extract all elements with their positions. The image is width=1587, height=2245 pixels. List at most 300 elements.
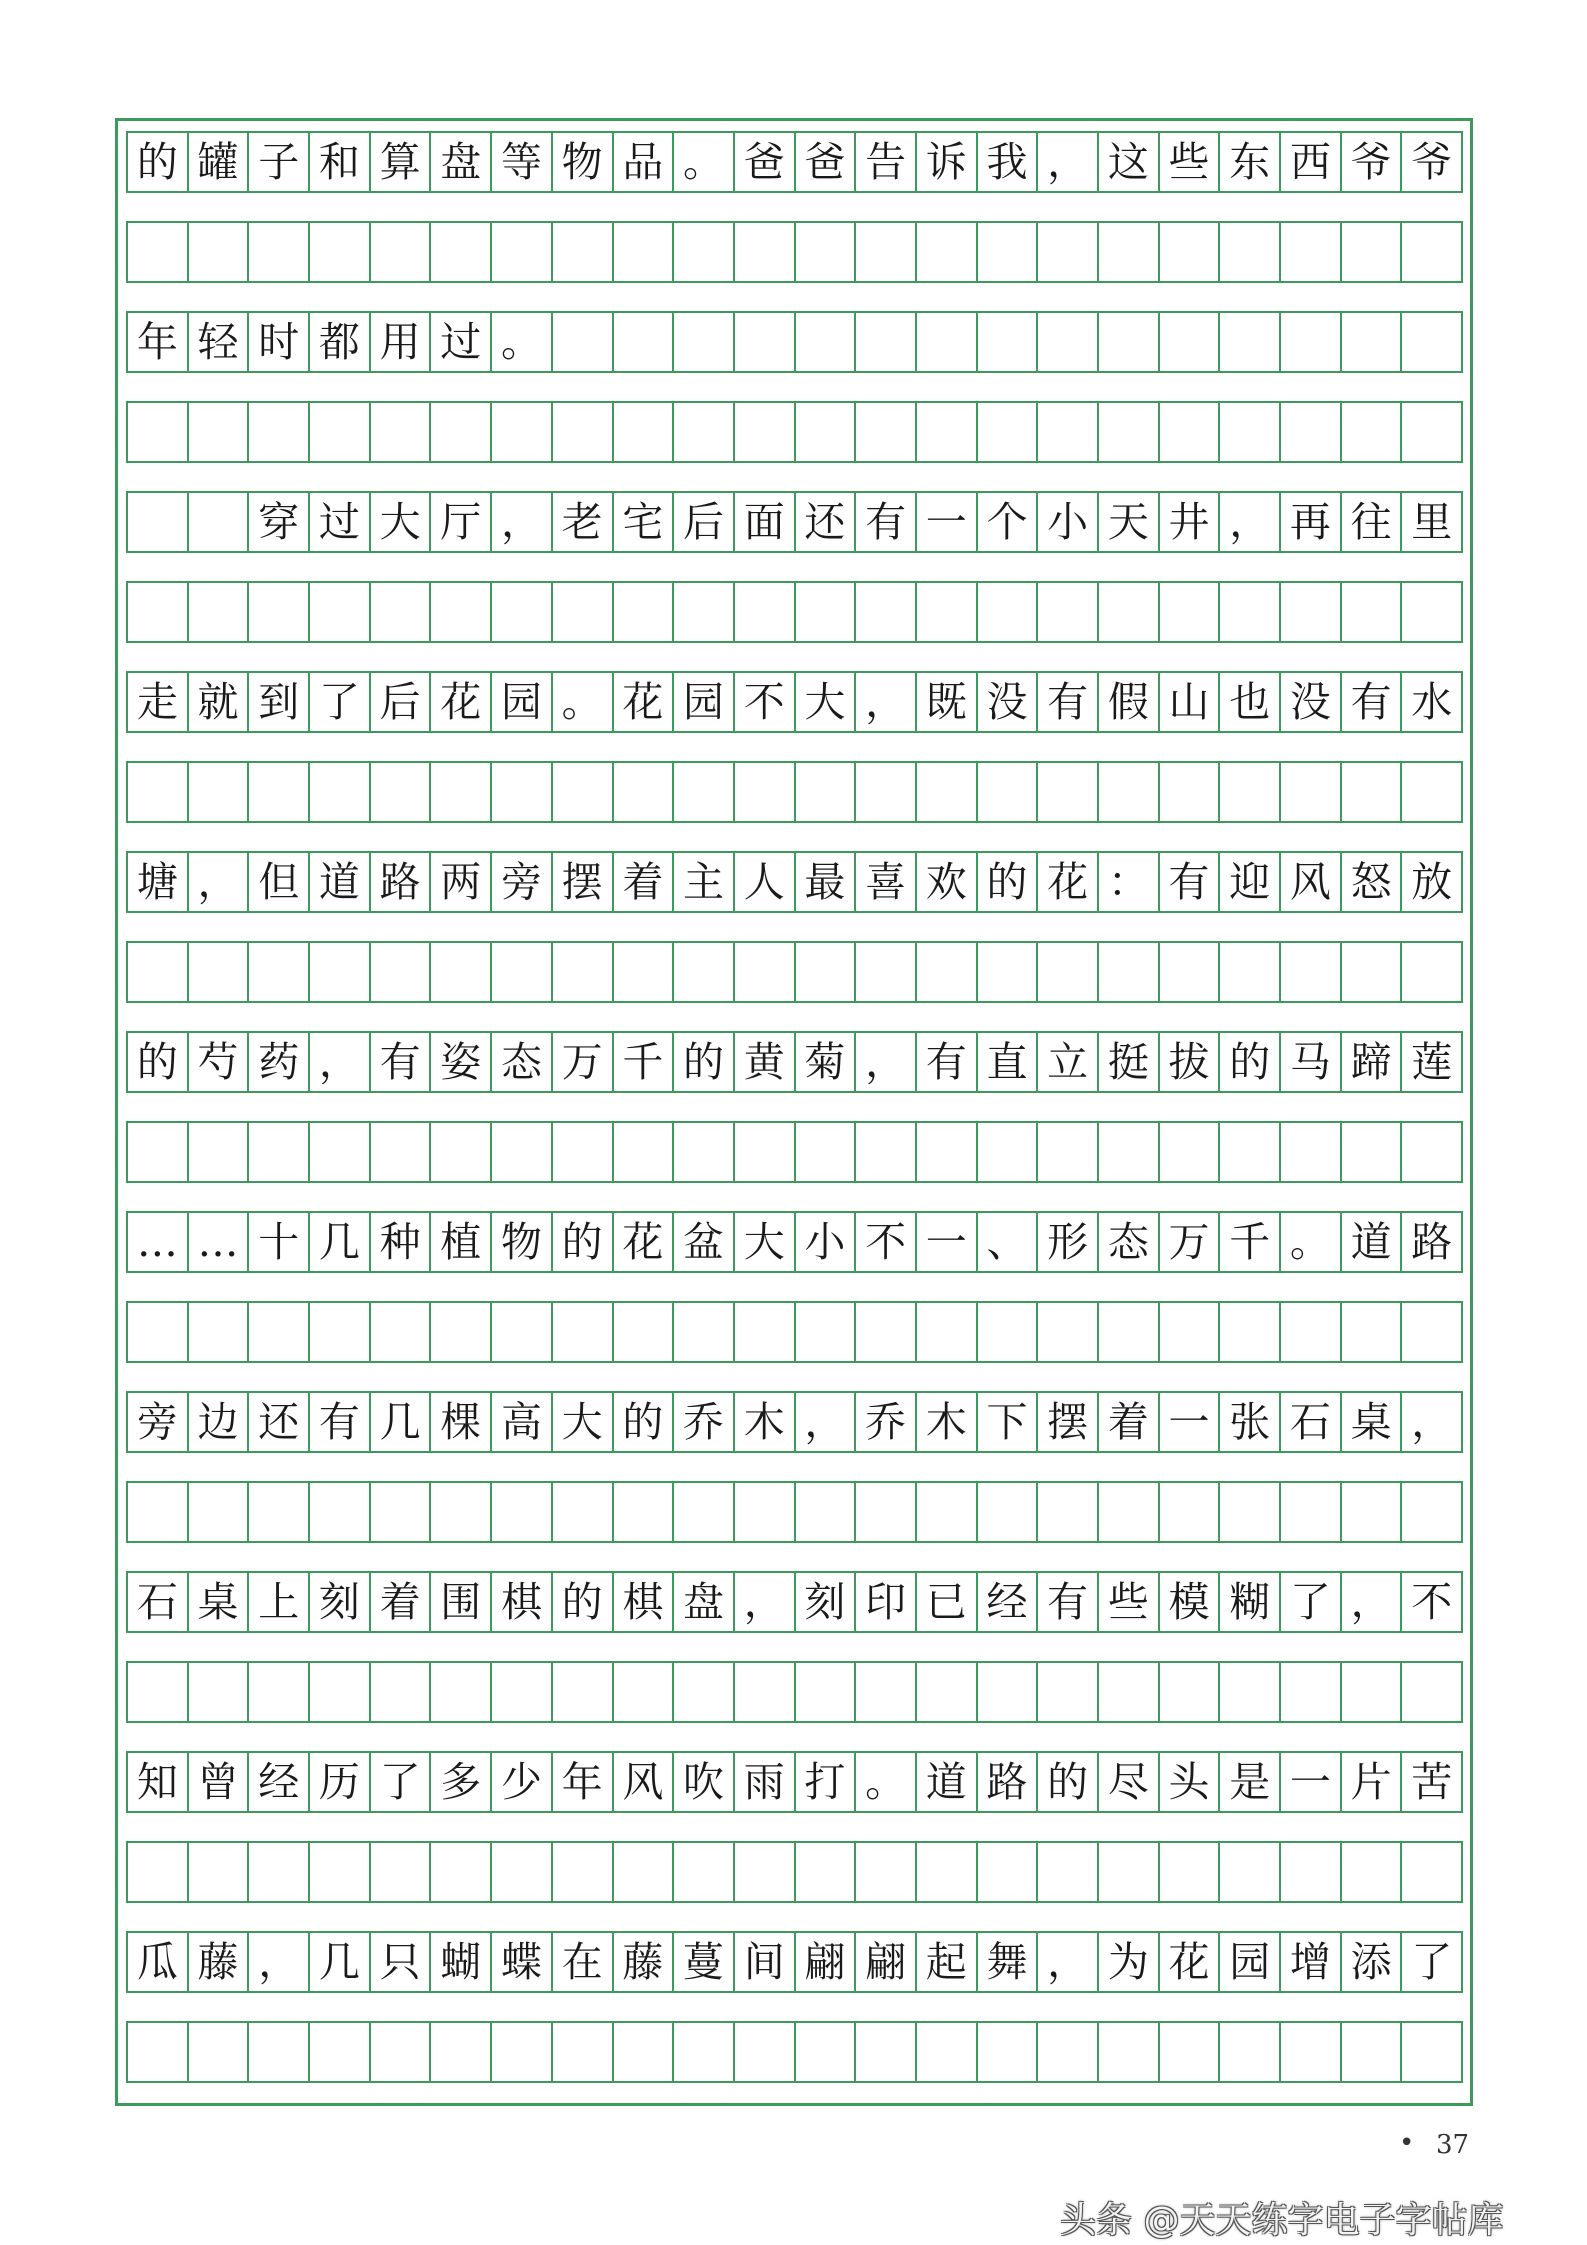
grid-cell bbox=[1342, 313, 1403, 371]
grid-cell bbox=[1220, 1843, 1281, 1901]
grid-cell: 都 bbox=[310, 313, 371, 371]
grid-cell bbox=[553, 583, 614, 641]
grid-cell: ， bbox=[1038, 133, 1099, 191]
grid-cell bbox=[1038, 1843, 1099, 1901]
grid-cell bbox=[674, 943, 735, 1001]
grid-cell bbox=[249, 223, 310, 281]
grid-cell: 为 bbox=[1099, 1933, 1160, 1991]
grid-cell bbox=[310, 1843, 371, 1901]
grid-cell: ， bbox=[735, 1573, 796, 1631]
grid-cell: 花 bbox=[1038, 853, 1099, 911]
text-row bbox=[126, 671, 1463, 733]
grid-cell bbox=[674, 1123, 735, 1181]
grid-cell: 多 bbox=[431, 1753, 492, 1811]
grid-cell: ， bbox=[492, 493, 553, 551]
grid-cell: 些 bbox=[1160, 133, 1221, 191]
grid-cell bbox=[371, 2023, 432, 2081]
grid-cell bbox=[978, 223, 1039, 281]
grid-cell bbox=[1281, 1843, 1342, 1901]
grid-cell bbox=[249, 1483, 310, 1541]
grid-cell bbox=[1220, 1303, 1281, 1361]
grid-cell bbox=[492, 583, 553, 641]
grid-cell: 增 bbox=[1281, 1933, 1342, 1991]
grid-cell bbox=[978, 763, 1039, 821]
grid-cell bbox=[492, 2023, 553, 2081]
page-number-dot: • bbox=[1399, 2128, 1415, 2158]
grid-cell bbox=[1099, 583, 1160, 641]
grid-cell: 植 bbox=[431, 1213, 492, 1271]
grid-cell: 走 bbox=[128, 673, 189, 731]
grid-cell bbox=[614, 583, 675, 641]
text-row bbox=[126, 1931, 1463, 1993]
grid-cell bbox=[1220, 223, 1281, 281]
text-row bbox=[126, 491, 1463, 553]
grid-cell bbox=[1038, 943, 1099, 1001]
grid-cell bbox=[128, 403, 189, 461]
grid-cell: 了 bbox=[371, 1753, 432, 1811]
grid-cell: 、 bbox=[978, 1213, 1039, 1271]
grid-cell bbox=[1402, 2023, 1461, 2081]
grid-cell bbox=[1099, 313, 1160, 371]
text-row bbox=[126, 851, 1463, 913]
grid-cell: 蝶 bbox=[492, 1933, 553, 1991]
grid-cell: 园 bbox=[492, 673, 553, 731]
grid-cell bbox=[1220, 1663, 1281, 1721]
grid-cell: 棋 bbox=[614, 1573, 675, 1631]
grid-cell bbox=[371, 403, 432, 461]
grid-cell: 欢 bbox=[917, 853, 978, 911]
grid-cell bbox=[371, 763, 432, 821]
grid-cell: 有 bbox=[1038, 673, 1099, 731]
grid-cell: 井 bbox=[1160, 493, 1221, 551]
grid-cell: 。 bbox=[674, 133, 735, 191]
grid-cell bbox=[1342, 1123, 1403, 1181]
grid-cell: 少 bbox=[492, 1753, 553, 1811]
grid-cell bbox=[1342, 1483, 1403, 1541]
grid-cell bbox=[1099, 2023, 1160, 2081]
grid-cell: 立 bbox=[1038, 1033, 1099, 1091]
grid-cell: 算 bbox=[371, 133, 432, 191]
grid-cell bbox=[492, 1303, 553, 1361]
grid-cell: 过 bbox=[310, 493, 371, 551]
grid-cell: 道 bbox=[1342, 1213, 1403, 1271]
grid-cell: 放 bbox=[1411, 857, 1453, 906]
grid-cell bbox=[796, 1663, 857, 1721]
grid-cell: 石 bbox=[1281, 1393, 1342, 1451]
grid-cell: 小 bbox=[796, 1213, 857, 1271]
grid-cell: 些 bbox=[1099, 1573, 1160, 1631]
grid-cell bbox=[189, 583, 250, 641]
grid-cell: 的 bbox=[128, 1033, 189, 1091]
grid-cell: 藤 bbox=[614, 1933, 675, 1991]
grid-cell bbox=[856, 1483, 917, 1541]
grid-cell: 在 bbox=[553, 1933, 614, 1991]
grid-cell: 有 bbox=[310, 1393, 371, 1451]
grid-cell: 直 bbox=[978, 1033, 1039, 1091]
grid-cell bbox=[1281, 943, 1342, 1001]
grid-cell: 品 bbox=[614, 133, 675, 191]
grid-cell: 园 bbox=[1220, 1933, 1281, 1991]
grid-cell bbox=[1220, 763, 1281, 821]
grid-cell: 罐 bbox=[189, 133, 250, 191]
grid-cell: 有 bbox=[371, 1033, 432, 1091]
grid-cell: … bbox=[128, 1213, 189, 1271]
grid-cell bbox=[1038, 223, 1099, 281]
grid-cell bbox=[978, 583, 1039, 641]
grid-cell bbox=[917, 1483, 978, 1541]
grid-cell: 的 bbox=[1038, 1753, 1099, 1811]
grid-cell bbox=[978, 313, 1039, 371]
grid-cell bbox=[492, 223, 553, 281]
grid-cell: 。 bbox=[553, 673, 614, 731]
grid-cell: 迎 bbox=[1220, 853, 1281, 911]
grid-cell: 拔 bbox=[1160, 1033, 1221, 1091]
grid-cell: 爷 bbox=[1342, 133, 1403, 191]
grid-cell bbox=[431, 763, 492, 821]
grid-cell bbox=[492, 1663, 553, 1721]
grid-cell bbox=[735, 1483, 796, 1541]
grid-cell: 边 bbox=[189, 1393, 250, 1451]
grid-cell: 经 bbox=[249, 1753, 310, 1811]
grid-cell: 一 bbox=[917, 493, 978, 551]
grid-cell bbox=[674, 223, 735, 281]
grid-cell bbox=[796, 223, 857, 281]
grid-cell: 盘 bbox=[431, 133, 492, 191]
grid-cell: 的 bbox=[128, 133, 189, 191]
grid-cell bbox=[917, 1303, 978, 1361]
grid-cell bbox=[856, 1303, 917, 1361]
grid-cell: 糊 bbox=[1220, 1573, 1281, 1631]
grid-cell: 年 bbox=[128, 313, 189, 371]
grid-cell: 面 bbox=[735, 493, 796, 551]
grid-cell: 时 bbox=[249, 313, 310, 371]
grid-cell bbox=[1281, 1303, 1342, 1361]
grid-cell bbox=[1220, 1123, 1281, 1181]
grid-cell bbox=[553, 1843, 614, 1901]
grid-cell: 摆 bbox=[1038, 1393, 1099, 1451]
grid-cell bbox=[735, 1123, 796, 1181]
grid-cell: 还 bbox=[796, 493, 857, 551]
grid-cell: 头 bbox=[1160, 1753, 1221, 1811]
grid-cell bbox=[614, 2023, 675, 2081]
grid-cell: 有 bbox=[1342, 673, 1403, 731]
grid-cell: 诉 bbox=[917, 133, 978, 191]
grid-cell: 物 bbox=[553, 133, 614, 191]
grid-cell: 模 bbox=[1160, 1573, 1221, 1631]
grid-cell: 爷 bbox=[1411, 137, 1453, 186]
grid-cell bbox=[492, 943, 553, 1001]
grid-cell bbox=[856, 1123, 917, 1181]
grid-cell bbox=[553, 1303, 614, 1361]
grid-cell bbox=[128, 943, 189, 1001]
grid-cell bbox=[128, 1843, 189, 1901]
grid-cell bbox=[431, 1303, 492, 1361]
grid-cell: 万 bbox=[1160, 1213, 1221, 1271]
grid-cell: 几 bbox=[310, 1933, 371, 1991]
grid-cell: 千 bbox=[1220, 1213, 1281, 1271]
grid-cell: 。 bbox=[856, 1753, 917, 1811]
grid-cell bbox=[1281, 1663, 1342, 1721]
grid-cell bbox=[917, 313, 978, 371]
grid-cell bbox=[310, 2023, 371, 2081]
grid-cell: 东 bbox=[1220, 133, 1281, 191]
grid-cell bbox=[1160, 313, 1221, 371]
grid-cell: 主 bbox=[674, 853, 735, 911]
grid-cell bbox=[1281, 763, 1342, 821]
grid-cell: ， bbox=[856, 673, 917, 731]
grid-cell bbox=[371, 1303, 432, 1361]
grid-cell: 态 bbox=[492, 1033, 553, 1091]
grid-cell: 藤 bbox=[189, 1933, 250, 1991]
grid-cell bbox=[1160, 763, 1221, 821]
grid-cell bbox=[1160, 2023, 1221, 2081]
grid-cell bbox=[1342, 1843, 1403, 1901]
grid-cell: 十 bbox=[249, 1213, 310, 1271]
grid-cell bbox=[978, 403, 1039, 461]
grid-cell bbox=[249, 2023, 310, 2081]
grid-cell bbox=[614, 1123, 675, 1181]
grid-cell bbox=[978, 1663, 1039, 1721]
grid-cell bbox=[189, 1843, 250, 1901]
grid-cell bbox=[1038, 403, 1099, 461]
grid-cell: 爸 bbox=[796, 133, 857, 191]
grid-cell bbox=[189, 1303, 250, 1361]
blank-row bbox=[126, 1481, 1463, 1543]
grid-cell bbox=[1281, 1483, 1342, 1541]
grid-cell bbox=[856, 403, 917, 461]
grid-cell bbox=[735, 943, 796, 1001]
grid-cell: 我 bbox=[978, 133, 1039, 191]
grid-cell bbox=[1160, 403, 1221, 461]
grid-cell bbox=[674, 2023, 735, 2081]
grid-cell bbox=[1281, 313, 1342, 371]
grid-cell: 厅 bbox=[431, 493, 492, 551]
grid-cell: 高 bbox=[492, 1393, 553, 1451]
grid-cell: 马 bbox=[1281, 1033, 1342, 1091]
grid-cell bbox=[978, 1123, 1039, 1181]
grid-cell: ， bbox=[1342, 1573, 1403, 1631]
grid-cell: 着 bbox=[371, 1573, 432, 1631]
grid-cell bbox=[1220, 1483, 1281, 1541]
grid-cell bbox=[856, 223, 917, 281]
blank-row bbox=[126, 941, 1463, 1003]
grid-cell: 物 bbox=[492, 1213, 553, 1271]
grid-cell: 西 bbox=[1281, 133, 1342, 191]
grid-cell bbox=[1342, 583, 1403, 641]
grid-cell bbox=[735, 1663, 796, 1721]
grid-cell: 着 bbox=[614, 853, 675, 911]
grid-cell bbox=[431, 1123, 492, 1181]
grid-cell: 摆 bbox=[553, 853, 614, 911]
grid-cell bbox=[249, 583, 310, 641]
grid-cell bbox=[735, 1843, 796, 1901]
grid-cell bbox=[614, 223, 675, 281]
grid-cell: 尽 bbox=[1099, 1753, 1160, 1811]
grid-cell: 水 bbox=[1411, 677, 1453, 726]
grid-cell bbox=[1160, 1843, 1221, 1901]
grid-cell bbox=[1099, 1663, 1160, 1721]
grid-cell: 路 bbox=[1411, 1217, 1453, 1266]
grid-cell bbox=[431, 1483, 492, 1541]
grid-cell bbox=[917, 943, 978, 1001]
grid-cell bbox=[128, 1663, 189, 1721]
grid-cell bbox=[735, 583, 796, 641]
grid-cell bbox=[856, 943, 917, 1001]
grid-cell bbox=[249, 763, 310, 821]
grid-cell: 老 bbox=[553, 493, 614, 551]
grid-cell: 既 bbox=[917, 673, 978, 731]
grid-cell bbox=[371, 583, 432, 641]
grid-cell bbox=[431, 1663, 492, 1721]
grid-cell: ， bbox=[856, 1033, 917, 1091]
grid-cell bbox=[796, 583, 857, 641]
grid-cell: 有 bbox=[1160, 853, 1221, 911]
grid-cell: 年 bbox=[553, 1753, 614, 1811]
grid-cell bbox=[1402, 943, 1461, 1001]
grid-cell: 等 bbox=[492, 133, 553, 191]
grid-cell bbox=[796, 403, 857, 461]
grid-cell: 态 bbox=[1099, 1213, 1160, 1271]
grid-cell bbox=[978, 1483, 1039, 1541]
grid-cell bbox=[1220, 943, 1281, 1001]
grid-cell bbox=[431, 1843, 492, 1901]
grid-cell: 雨 bbox=[735, 1753, 796, 1811]
text-row bbox=[126, 1391, 1463, 1453]
grid-cell: 盘 bbox=[674, 1573, 735, 1631]
grid-cell bbox=[1099, 1483, 1160, 1541]
grid-cell bbox=[1342, 223, 1403, 281]
grid-cell bbox=[1402, 583, 1461, 641]
grid-cell: 的 bbox=[553, 1573, 614, 1631]
grid-cell: 和 bbox=[310, 133, 371, 191]
grid-cell: 宅 bbox=[614, 493, 675, 551]
grid-cell: 再 bbox=[1281, 493, 1342, 551]
grid-cell bbox=[796, 2023, 857, 2081]
grid-cell bbox=[796, 1123, 857, 1181]
grid-cell: ， bbox=[189, 853, 250, 911]
grid-cell bbox=[1342, 763, 1403, 821]
grid-cell: 用 bbox=[371, 313, 432, 371]
grid-cell bbox=[553, 1123, 614, 1181]
grid-cell: 。 bbox=[492, 313, 553, 371]
grid-cell bbox=[1402, 1843, 1461, 1901]
grid-cell: 天 bbox=[1099, 493, 1160, 551]
grid-cell: 了 bbox=[310, 673, 371, 731]
grid-cell: 围 bbox=[431, 1573, 492, 1631]
grid-cell: 了 bbox=[1411, 1937, 1453, 1986]
grid-cell bbox=[128, 763, 189, 821]
grid-cell: 瓜 bbox=[128, 1933, 189, 1991]
grid-cell bbox=[553, 1663, 614, 1721]
grid-cell bbox=[674, 403, 735, 461]
grid-cell: 是 bbox=[1220, 1753, 1281, 1811]
blank-row bbox=[126, 221, 1463, 283]
grid-cell bbox=[978, 943, 1039, 1001]
grid-cell bbox=[310, 1303, 371, 1361]
grid-cell: 两 bbox=[431, 853, 492, 911]
grid-cell bbox=[1281, 1123, 1342, 1181]
grid-cell: 园 bbox=[674, 673, 735, 731]
grid-cell bbox=[1342, 1303, 1403, 1361]
grid-cell: 一 bbox=[917, 1213, 978, 1271]
grid-cell bbox=[614, 1303, 675, 1361]
grid-cell: 黄 bbox=[735, 1033, 796, 1091]
blank-row bbox=[126, 1841, 1463, 1903]
blank-row bbox=[126, 1301, 1463, 1363]
grid-cell bbox=[917, 1663, 978, 1721]
grid-cell bbox=[553, 763, 614, 821]
grid-cell bbox=[431, 2023, 492, 2081]
grid-cell: 。 bbox=[1281, 1213, 1342, 1271]
grid-cell: 翩 bbox=[796, 1933, 857, 1991]
grid-cell: 万 bbox=[553, 1033, 614, 1091]
grid-cell bbox=[492, 763, 553, 821]
grid-cell: 花 bbox=[431, 673, 492, 731]
grid-cell bbox=[1099, 403, 1160, 461]
grid-cell: 不 bbox=[856, 1213, 917, 1271]
grid-cell bbox=[310, 1663, 371, 1721]
grid-cell: 但 bbox=[249, 853, 310, 911]
grid-cell: 最 bbox=[796, 853, 857, 911]
grid-cell bbox=[310, 1123, 371, 1181]
grid-cell bbox=[674, 1483, 735, 1541]
grid-cell bbox=[796, 1483, 857, 1541]
grid-cell: 形 bbox=[1038, 1213, 1099, 1271]
grid-cell: 道 bbox=[917, 1753, 978, 1811]
grid-cell bbox=[1342, 2023, 1403, 2081]
grid-cell: 乔 bbox=[674, 1393, 735, 1451]
grid-cell bbox=[917, 763, 978, 821]
grid-cell: 路 bbox=[371, 853, 432, 911]
blank-row bbox=[126, 1661, 1463, 1723]
grid-cell bbox=[1099, 1123, 1160, 1181]
grid-cell bbox=[1402, 763, 1461, 821]
grid-cell: 花 bbox=[1160, 1933, 1221, 1991]
grid-cell bbox=[249, 943, 310, 1001]
text-row bbox=[126, 1571, 1463, 1633]
grid-cell bbox=[796, 1303, 857, 1361]
grid-cell bbox=[310, 763, 371, 821]
grid-cell bbox=[553, 223, 614, 281]
grid-cell bbox=[1038, 1663, 1099, 1721]
grid-cell: 翩 bbox=[856, 1933, 917, 1991]
grid-cell: 风 bbox=[614, 1753, 675, 1811]
grid-cell: 吹 bbox=[674, 1753, 735, 1811]
grid-cell: … bbox=[189, 1213, 250, 1271]
grid-cell bbox=[978, 2023, 1039, 2081]
grid-cell: 一 bbox=[1281, 1753, 1342, 1811]
grid-cell bbox=[492, 1483, 553, 1541]
blank-row bbox=[126, 1121, 1463, 1183]
grid-cell bbox=[310, 223, 371, 281]
grid-cell bbox=[1220, 2023, 1281, 2081]
grid-cell: 舞 bbox=[978, 1933, 1039, 1991]
grid-cell bbox=[735, 403, 796, 461]
grid-cell bbox=[614, 1483, 675, 1541]
grid-cell bbox=[614, 403, 675, 461]
grid-cell bbox=[310, 583, 371, 641]
grid-cell: 山 bbox=[1160, 673, 1221, 731]
grid-cell: 往 bbox=[1342, 493, 1403, 551]
grid-cell bbox=[553, 2023, 614, 2081]
grid-cell: ， bbox=[1038, 1933, 1099, 1991]
grid-cell: 印 bbox=[856, 1573, 917, 1631]
grid-cell bbox=[553, 403, 614, 461]
grid-cell bbox=[674, 1663, 735, 1721]
grid-cell: 一 bbox=[1160, 1393, 1221, 1451]
grid-cell bbox=[189, 2023, 250, 2081]
grid-cell bbox=[553, 313, 614, 371]
